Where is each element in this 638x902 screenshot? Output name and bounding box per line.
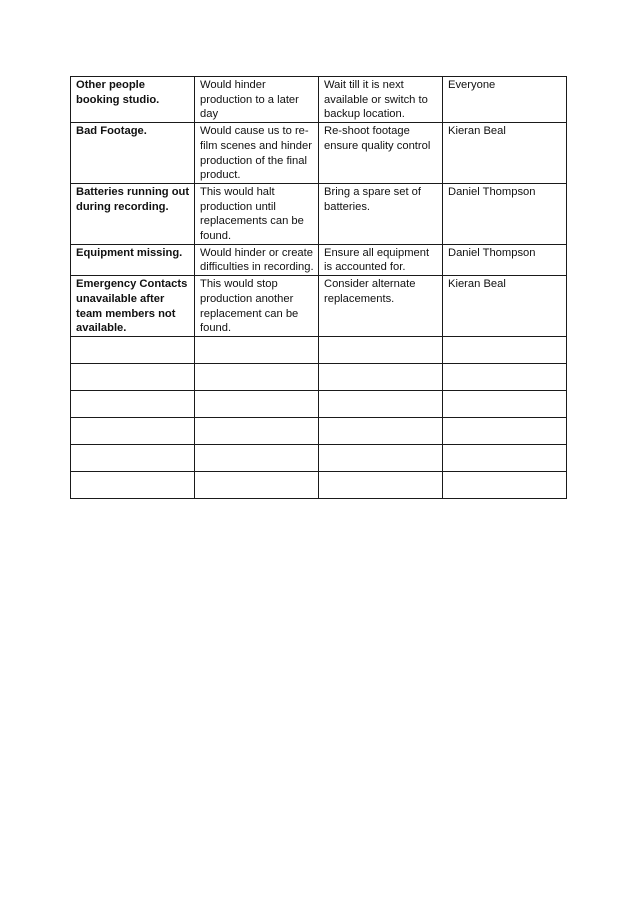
empty-cell (443, 363, 567, 390)
empty-cell (319, 363, 443, 390)
empty-cell (319, 390, 443, 417)
empty-cell (443, 471, 567, 498)
empty-cell (319, 444, 443, 471)
action-cell: Consider alternate replacements. (319, 276, 443, 337)
risk-assessment-table (70, 76, 567, 499)
empty-cell (443, 390, 567, 417)
empty-cell (71, 471, 195, 498)
empty-cell (71, 444, 195, 471)
table-row (71, 276, 567, 337)
empty-cell (71, 336, 195, 363)
empty-table-row (71, 444, 567, 471)
action-cell: Wait till it is next available or switch to backup location. (319, 77, 443, 123)
impact-cell: This would stop production another replacement can be found. (195, 276, 319, 337)
empty-cell (443, 444, 567, 471)
empty-table-row (71, 471, 567, 498)
owner-cell: Daniel Thompson (443, 244, 567, 275)
table-row (71, 183, 567, 244)
hazard-cell: Other people booking studio. (71, 77, 195, 123)
hazard-cell: Batteries running out during recording. (71, 183, 195, 244)
table-row (71, 123, 567, 184)
table-row (71, 244, 567, 275)
impact-cell: Would hinder or create difficulties in recording. (195, 244, 319, 275)
owner-cell: Kieran Beal (443, 123, 567, 184)
empty-cell (319, 417, 443, 444)
impact-cell: Would hinder production to a later day (195, 77, 319, 123)
empty-cell (195, 363, 319, 390)
owner-cell: Daniel Thompson (443, 183, 567, 244)
hazard-cell: Bad Footage. (71, 123, 195, 184)
empty-cell (195, 417, 319, 444)
table-row (71, 77, 567, 123)
action-cell: Ensure all equipment is accounted for. (319, 244, 443, 275)
empty-cell (71, 363, 195, 390)
empty-table-row (71, 363, 567, 390)
impact-cell: This would halt production until replacements can be found. (195, 183, 319, 244)
empty-cell (195, 444, 319, 471)
action-cell: Bring a spare set of batteries. (319, 183, 443, 244)
impact-cell: Would cause us to re-film scenes and hinder production of the final product. (195, 123, 319, 184)
owner-cell: Kieran Beal (443, 276, 567, 337)
empty-cell (195, 390, 319, 417)
empty-cell (319, 336, 443, 363)
empty-table-row (71, 390, 567, 417)
hazard-cell: Equipment missing. (71, 244, 195, 275)
owner-cell: Everyone (443, 77, 567, 123)
empty-cell (443, 417, 567, 444)
empty-table-row (71, 336, 567, 363)
empty-cell (319, 471, 443, 498)
empty-cell (71, 417, 195, 444)
empty-cell (443, 336, 567, 363)
empty-cell (195, 471, 319, 498)
empty-cell (195, 336, 319, 363)
hazard-cell: Emergency Contacts unavailable after team members not available. (71, 276, 195, 337)
empty-table-row (71, 417, 567, 444)
empty-cell (71, 390, 195, 417)
action-cell: Re-shoot footage ensure quality control (319, 123, 443, 184)
